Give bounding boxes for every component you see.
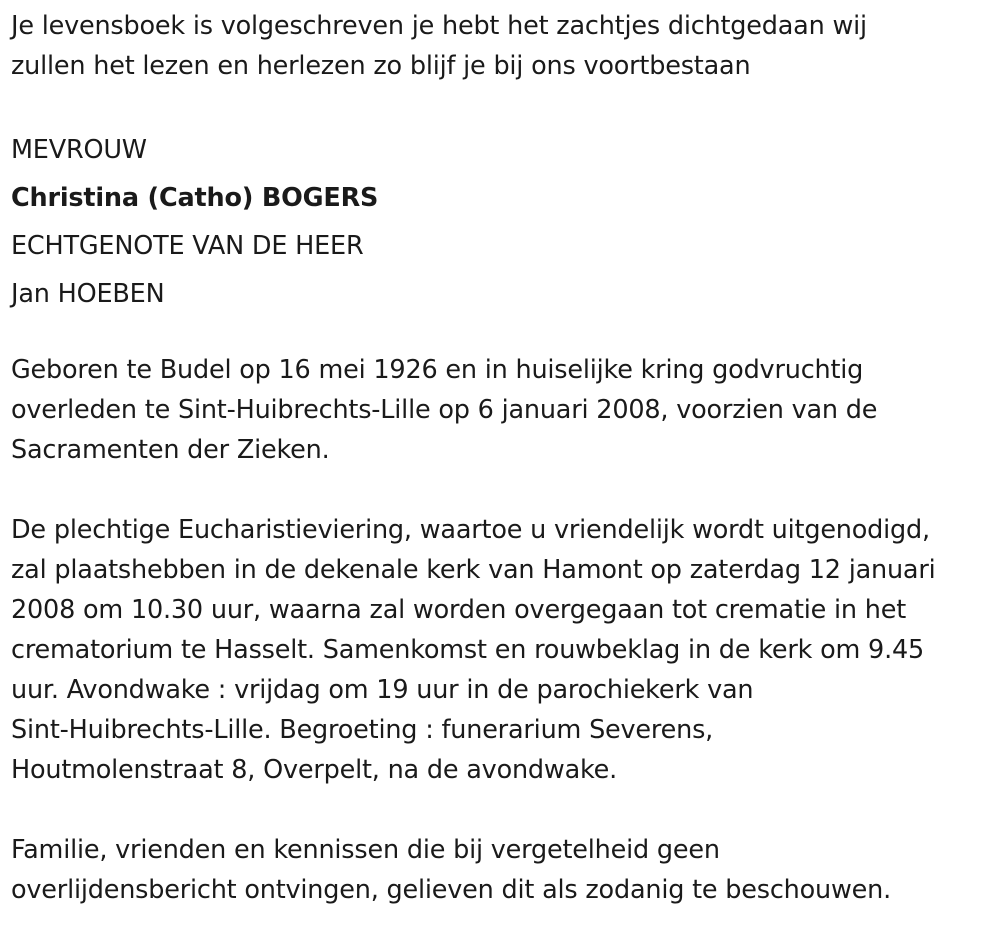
- person-block: [11, 126, 990, 318]
- poem-block: [11, 6, 990, 86]
- ceremony-line-5: uur. Avondwake : vrijdag om 19 uur in de parochiekerk van: [11, 675, 754, 705]
- person-spouse: Jan HOEBEN: [11, 279, 165, 309]
- birth-death-line-2: overleden te Sint-Huibrechts-Lille op 6 januari 2008, voorzien van de: [11, 395, 878, 425]
- closing-line-1: Familie, vrienden en kennissen die bij vergetelheid geen: [11, 835, 720, 865]
- closing-paragraph: [11, 830, 990, 910]
- ceremony-line-3: 2008 om 10.30 uur, waarna zal worden overgegaan tot crematie in het: [11, 595, 907, 625]
- person-name: Christina (Catho) BOGERS: [11, 183, 379, 213]
- birth-death-line-3: Sacramenten der Zieken.: [11, 435, 330, 465]
- person-title: MEVROUW: [11, 135, 147, 165]
- ceremony-line-2: zal plaatshebben in de dekenale kerk van Hamont op zaterdag 12 januari: [11, 555, 936, 585]
- birth-death-line-1: Geboren te Budel op 16 mei 1926 en in huiselijke kring godvruchtig: [11, 355, 864, 385]
- ceremony-line-6: Sint-Huibrechts-Lille. Begroeting : funerarium Severens,: [11, 715, 714, 745]
- ceremony-paragraph: [11, 510, 990, 790]
- ceremony-line-1: De plechtige Eucharistieviering, waartoe u vriendelijk wordt uitgenodigd,: [11, 515, 930, 545]
- ceremony-line-4: crematorium te Hasselt. Samenkomst en rouwbeklag in de kerk om 9.45: [11, 635, 925, 665]
- poem-line-1: Je levensboek is volgeschreven je hebt het zachtjes dichtgedaan wij: [11, 11, 867, 41]
- birth-death-paragraph: [11, 350, 990, 470]
- ceremony-line-7: Houtmolenstraat 8, Overpelt, na de avondwake.: [11, 755, 618, 785]
- poem-line-2: zullen het lezen en herlezen zo blijf je bij ons voortbestaan: [11, 51, 751, 81]
- person-relation: ECHTGENOTE VAN DE HEER: [11, 231, 364, 261]
- closing-line-2: overlijdensbericht ontvingen, gelieven dit als zodanig te beschouwen.: [11, 875, 892, 905]
